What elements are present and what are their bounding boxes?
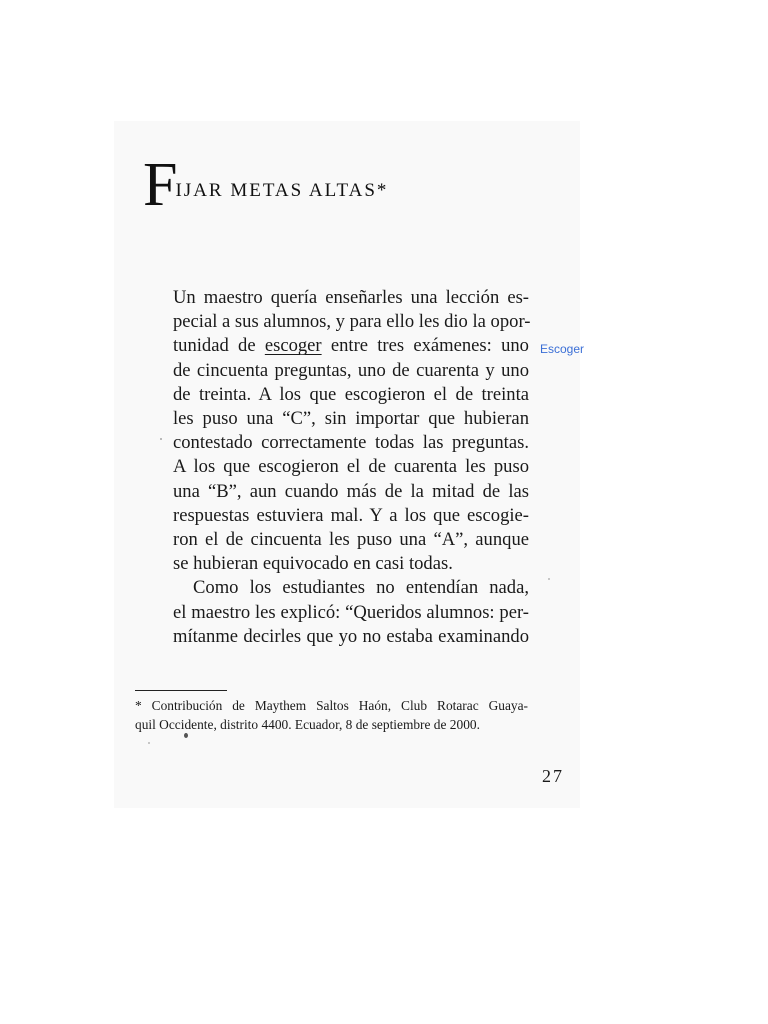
text-line: A los que escogieron el de cuarenta les puso [173, 456, 529, 478]
title-text: IJAR METAS ALTAS* [175, 180, 389, 201]
text-line: Un maestro quería enseñarles una lección es- [173, 287, 529, 308]
footnote-line: * Contribución de Maythem Saltos Haón, Club Rotarac Guaya- [135, 698, 528, 713]
text-line: una “B”, aun cuando más de la mitad de las [173, 480, 529, 502]
text-line: respuestas estuviera mal. Y a los que escogie- [173, 504, 529, 526]
footnote [135, 696, 528, 734]
scan-speck [548, 578, 550, 580]
text-line: les puso una “C”, sin importar que hubieran [173, 408, 529, 430]
scan-speck [160, 438, 162, 440]
text-line: ron el de cincuenta les puso una “A”, aunque [173, 529, 529, 551]
title-initial-letter: F [143, 151, 178, 219]
footnote-line: quil Occidente, distrito 4400. Ecuador, 8 de septiembre de 2000. [135, 717, 480, 732]
text-line: de treinta. A los que escogieron el de treinta [173, 383, 529, 405]
text-line: mítanme decirles que yo no estaba examinando [173, 625, 529, 647]
page-number: 27 [542, 766, 564, 786]
text-line: se hubieran equivocado en casi todas. [173, 553, 453, 575]
text-line: tunidad de escoger entre tres exámenes: uno [173, 335, 529, 357]
annotation-escoger[interactable]: Escoger [540, 342, 585, 356]
highlighted-word[interactable]: escoger [264, 335, 322, 357]
scan-speck [184, 733, 188, 738]
text-line: el maestro les explicó: “Queridos alumnos: per- [173, 601, 529, 623]
scan-speck [148, 742, 150, 744]
chapter-title [143, 151, 390, 219]
text-line: contestado correctamente todas las preguntas. [173, 432, 529, 454]
text-line: Como los estudiantes no entendían nada, [193, 577, 529, 599]
text-line: de cincuenta preguntas, uno de cuarenta y uno [173, 359, 529, 381]
footnote-divider [135, 690, 227, 691]
body-text [173, 286, 529, 649]
text-line: pecial a sus alumnos, y para ello les dio la opor- [173, 311, 531, 333]
